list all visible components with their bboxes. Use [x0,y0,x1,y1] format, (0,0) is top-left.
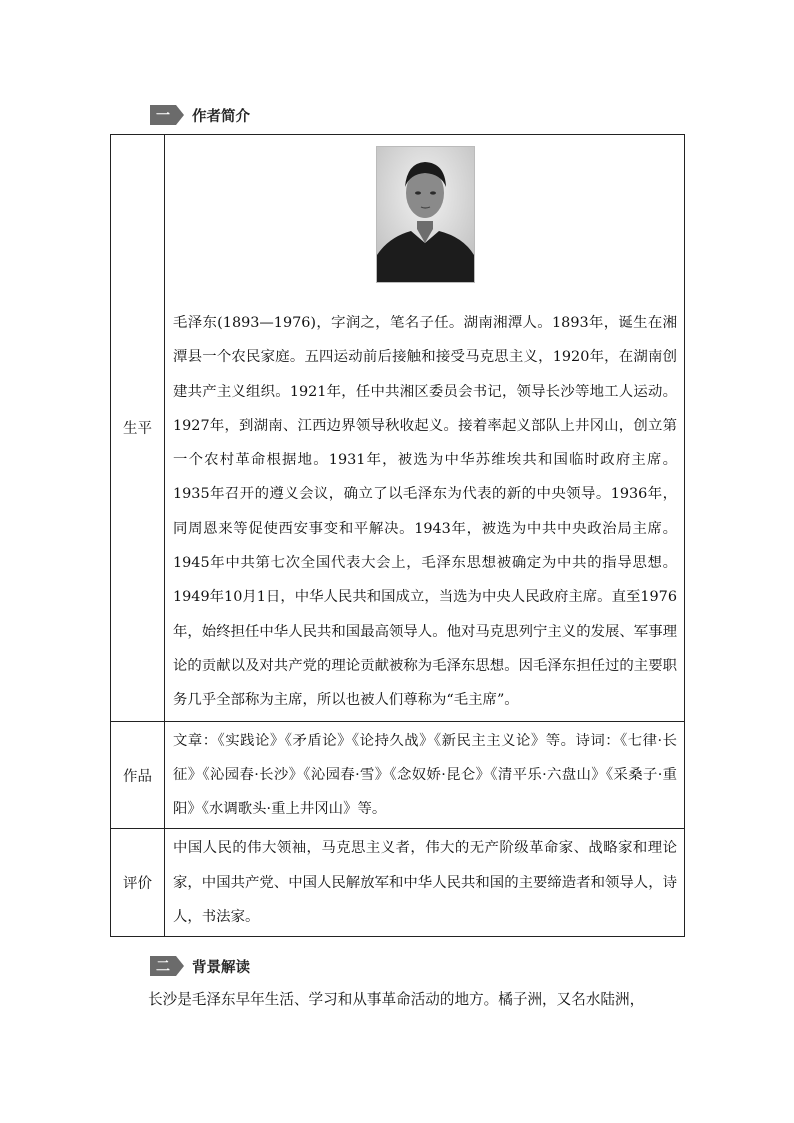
background-paragraph: 长沙是毛泽东早年生活、学习和从事革命活动的地方。橘子洲，又名水陆洲， [148,991,645,1008]
row-content-life [165,135,685,722]
portrait-photo-container [173,138,677,306]
section-number-badge: 一 [150,105,176,125]
section-number-badge: 二 [150,956,176,976]
life-biography-text: 毛泽东(1893—1976)，字润之，笔名子任。湖南湘潭人。1893年，诞生在湘潭县一个农民家庭。五四运动前后接触和接受马克思主义，1920年，在湖南创建共产主义组织。1921年，任中共湘区委员会书记，领导长沙等地工人运动。1927年，到湖南、江西边界领导秋收起义。接着率起义部队上井冈山，创立第一个农村革命根据地。1931年，被选为中华苏维埃共和国临时政府主席。1935年召开的遵义会议，确立了以毛泽东为代表的新的中央领导。1936年，同周恩来等促使西安事变和平解决。1943年，被选为中共中央政治局主席。1945年中共第七次全国代表大会上，毛泽东思想被确定为中共的指导思想。1949年10月1日，中华人民共和国成立，当选为中央人民政府主席。直至1976年，始终担任中华人民共和国最高领导人。他对马克思列宁主义的发展、军事理论的贡献以及对共产党的理论贡献被称为毛泽东思想。因毛泽东担任过的主要职务几乎全部称为主席，所以也被人们尊称为“毛主席”。 [173,315,677,709]
row-label-works: 作品 [111,721,165,829]
row-content-works: 文章：《实践论》《矛盾论》《论持久战》《新民主主义论》等。诗词：《七律·长征》《沁园春·长沙》《沁园春·雪》《念奴娇·昆仑》《清平乐·六盘山》《采桑子·重阳》《水调歌头·重上井冈山》等。 [165,721,685,829]
table-row-life [111,135,685,722]
author-info-table [110,134,685,937]
row-label-life: 生平 [111,135,165,722]
table-row-evaluation [111,829,685,937]
section-header-background [150,955,250,977]
section-header-author-intro [150,104,250,126]
table-row-works [111,721,685,829]
section-title: 作者简介 [192,108,250,125]
row-label-evaluation: 评价 [111,829,165,937]
row-content-evaluation: 中国人民的伟大领袖，马克思主义者，伟大的无产阶级革命家、战略家和理论家，中国共产党、中国人民解放军和中华人民共和国的主要缔造者和领导人，诗人，书法家。 [165,829,685,937]
section-title: 背景解读 [192,959,250,976]
author-portrait-image [376,146,475,283]
